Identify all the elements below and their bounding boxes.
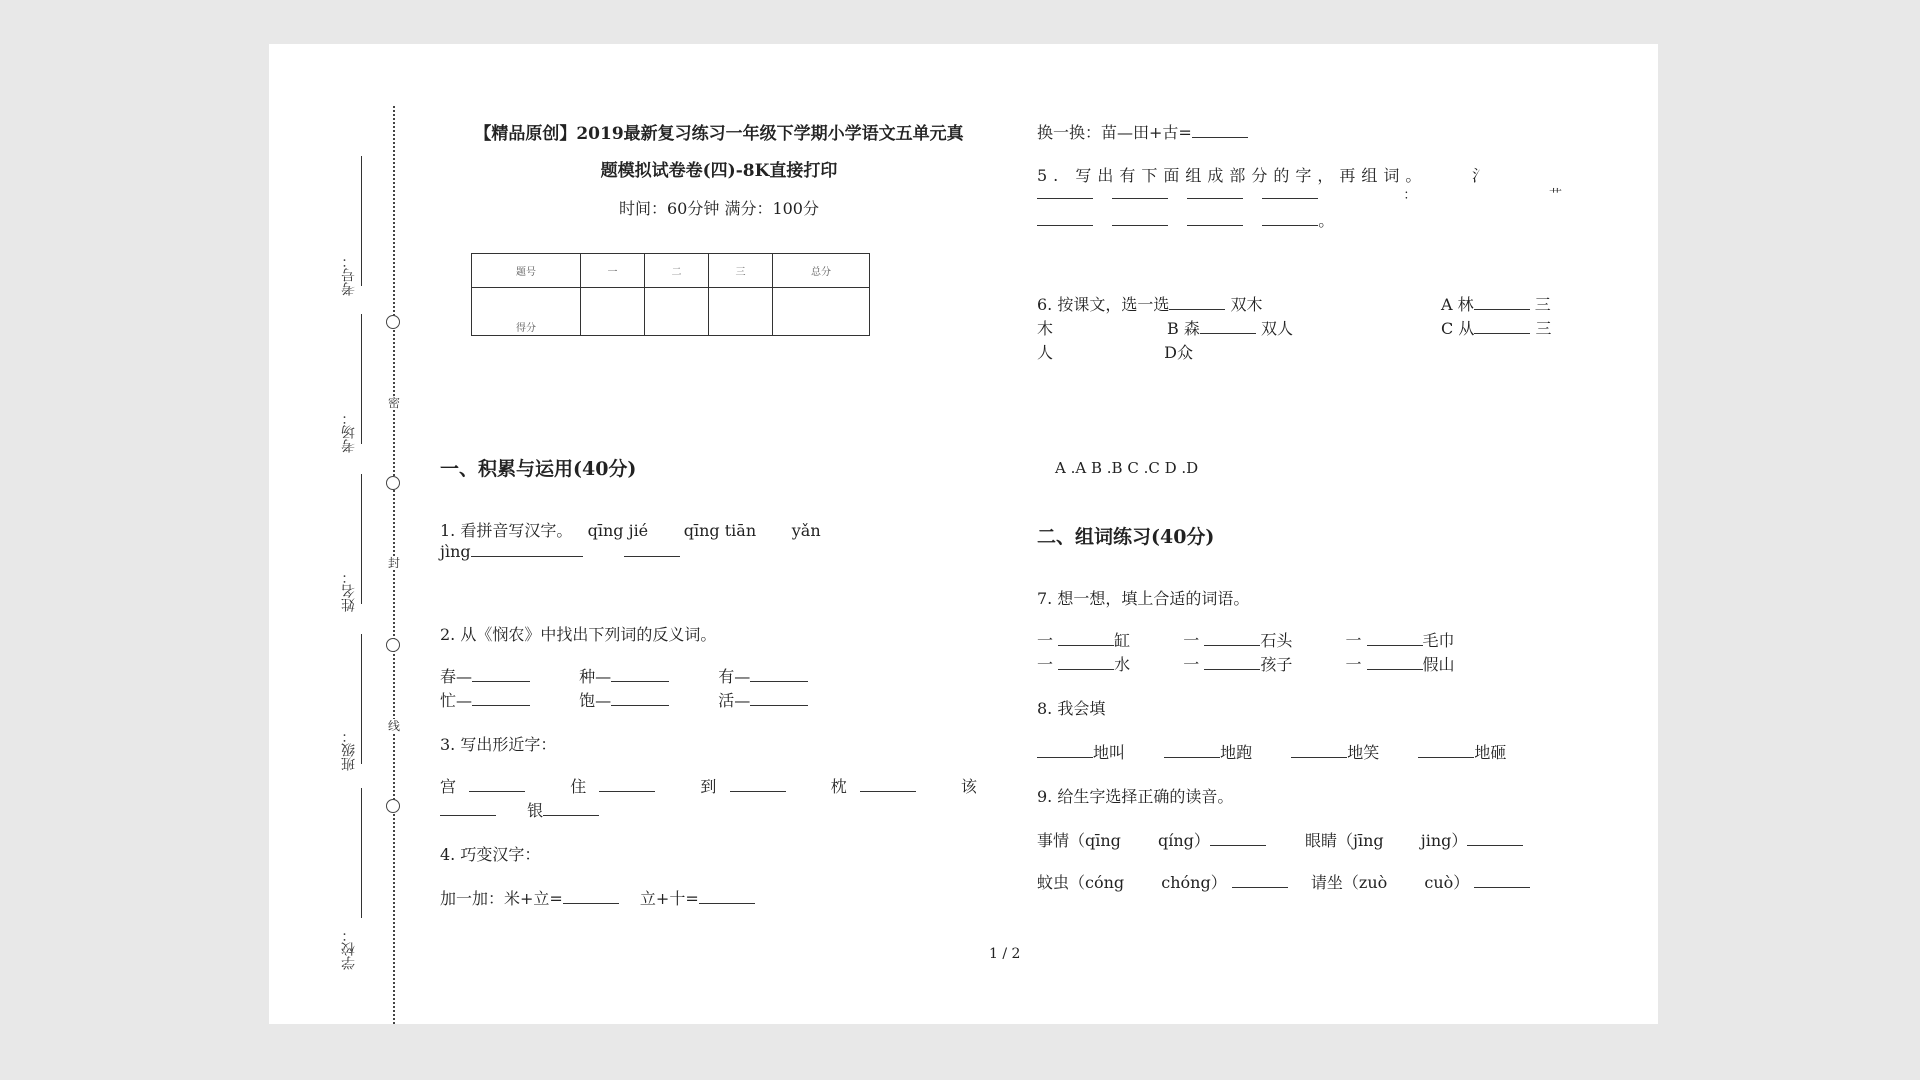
question-2-row (440, 688, 808, 711)
answer-blank[interactable] (469, 777, 525, 792)
word: 石头 (1260, 631, 1293, 650)
measure-prefix: 一 (1345, 655, 1362, 674)
field-line (361, 156, 362, 286)
question-6-option (1441, 316, 1551, 339)
score-cell[interactable] (581, 288, 645, 336)
score-cell[interactable] (645, 288, 709, 336)
cut-mark: 密 (387, 396, 400, 410)
field-line (361, 634, 362, 764)
answer-blank[interactable] (472, 691, 530, 706)
question-7: 7. 想一想，填上合适的词语。 (1037, 589, 1250, 608)
cut-mark: 线 (387, 719, 400, 733)
answer-blank[interactable] (611, 691, 669, 706)
answer-blank[interactable] (1037, 211, 1093, 226)
antonym-item: 忙— (440, 691, 473, 710)
similar-char: 该 (960, 777, 977, 796)
question-6-option (1167, 316, 1293, 339)
antonym-item: 饱— (579, 691, 612, 710)
question-1-continued (440, 542, 680, 561)
question-8-row (1037, 740, 1506, 763)
binding-hole (386, 799, 400, 813)
field-line (361, 314, 362, 444)
answer-blank[interactable] (1164, 743, 1220, 758)
answer-blank[interactable] (1169, 295, 1225, 310)
period: 。 (1318, 211, 1335, 230)
question-6-choices[interactable]: A .A B .B C .C D .D (1055, 459, 1199, 477)
answer-blank[interactable] (1204, 631, 1260, 646)
answer-blank[interactable] (1262, 211, 1318, 226)
question-5: 5. 写出有下面组成部分的字，再组词。 (1037, 166, 1428, 185)
answer-blank[interactable] (599, 777, 655, 792)
antonym-item: 活— (718, 691, 751, 710)
word: 毛巾 (1422, 631, 1455, 650)
answer-blank[interactable] (1210, 831, 1266, 846)
label-class: 班级： (341, 729, 357, 771)
answer-blank[interactable] (563, 889, 619, 904)
answer-blank[interactable] (543, 801, 599, 816)
answer-blank[interactable] (1418, 743, 1474, 758)
score-cell[interactable] (773, 288, 870, 336)
label-name: 姓名： (341, 570, 357, 612)
answer-blank[interactable] (750, 667, 808, 682)
pinyin-choice: chóng） (1161, 873, 1227, 892)
answer-blank[interactable] (471, 542, 583, 557)
answer-blank[interactable] (1058, 631, 1114, 646)
question-3-row (440, 798, 599, 821)
similar-char: 到 (700, 777, 717, 796)
answer-blank[interactable] (1474, 295, 1530, 310)
question-3: 3. 写出形近字： (440, 735, 557, 754)
answer-blank[interactable] (611, 667, 669, 682)
word: 双人 (1260, 319, 1293, 338)
char-puzzle: 加一加：米+立= (440, 889, 563, 908)
answer-blank[interactable] (860, 777, 916, 792)
binding-hole (386, 315, 400, 329)
binding-hole (386, 476, 400, 490)
question-2-row (440, 664, 808, 687)
pinyin-choice: cuò） (1424, 873, 1470, 892)
word: 缸 (1114, 631, 1131, 650)
answer-blank[interactable] (1474, 319, 1530, 334)
question-6-option (1441, 292, 1551, 315)
answer-blank[interactable] (1262, 184, 1318, 199)
pinyin-choice: 请坐（zuò (1310, 873, 1388, 892)
score-row-label: 得分 (472, 288, 581, 336)
answer-blank[interactable] (1204, 655, 1260, 670)
score-header: 总分 (773, 254, 870, 288)
cut-mark: 封 (387, 556, 400, 570)
answer-blank[interactable] (472, 667, 530, 682)
word: 假山 (1422, 655, 1455, 674)
answer-blank[interactable] (730, 777, 786, 792)
radical: 氵 (1472, 166, 1489, 185)
score-header: 一 (581, 254, 645, 288)
word: 地笑 (1347, 743, 1380, 762)
radical: 艹 (1549, 188, 1563, 203)
question-5-row (1037, 184, 1416, 203)
answer-blank[interactable] (1200, 319, 1256, 334)
swap-text: 换一换：苗—田+古= (1037, 123, 1192, 142)
measure-prefix: 一 (1183, 655, 1200, 674)
question-1-text: jìng (440, 542, 471, 561)
pinyin-choice: qíng） (1158, 831, 1210, 850)
antonym-item: 有— (718, 667, 751, 686)
measure-prefix: 一 (1183, 631, 1200, 650)
question-6-text: 6. 按课文，选一选 (1037, 295, 1170, 314)
exam-page (269, 44, 1658, 1024)
question-4-row (440, 886, 755, 909)
measure-prefix: 一 (1037, 631, 1054, 650)
answer-blank[interactable] (1367, 631, 1423, 646)
answer-blank[interactable] (1232, 873, 1288, 888)
similar-char: 枕 (830, 777, 847, 796)
option: D众 (1164, 343, 1193, 362)
pinyin-choice: 蚊虫（cóng (1037, 873, 1125, 892)
antonym-item: 春— (440, 667, 473, 686)
answer-blank[interactable] (1037, 743, 1093, 758)
similar-char: 住 (570, 777, 587, 796)
question-7-row (1037, 628, 1455, 651)
question-9-row (1037, 828, 1523, 851)
question-6-line (1037, 316, 1053, 339)
word: 地跑 (1220, 743, 1253, 762)
word: 人 (1037, 343, 1054, 362)
question-6-line (1037, 340, 1193, 363)
question-8: 8. 我会填 (1037, 699, 1106, 718)
page-number: 1 / 2 (989, 946, 1021, 962)
word: 地砸 (1474, 743, 1507, 762)
answer-blank[interactable] (750, 691, 808, 706)
answer-blank[interactable] (1291, 743, 1347, 758)
similar-char: 宫 (440, 777, 457, 796)
answer-blank[interactable] (1058, 655, 1114, 670)
field-line (361, 788, 362, 918)
score-header: 二 (645, 254, 709, 288)
score-cell[interactable] (709, 288, 773, 336)
word: 孩子 (1260, 655, 1293, 674)
exam-title (444, 116, 994, 227)
label-exam-number: 考号： (341, 254, 357, 296)
field-line (361, 474, 362, 604)
label-exam-room: 考场： (341, 411, 357, 453)
separator: ： (1403, 188, 1417, 203)
swap-line (1037, 120, 1248, 143)
title-line-2: 题模拟试卷卷(四)-8K直接打印 (600, 161, 838, 181)
score-header: 题号 (472, 254, 581, 288)
similar-char: 银 (527, 801, 544, 820)
question-3-row (440, 774, 977, 797)
word: 三 (1535, 319, 1552, 338)
section-heading-1: 一、积累与运用(40分) (440, 458, 637, 480)
answer-blank[interactable] (1112, 184, 1168, 199)
question-9-row (1037, 870, 1530, 893)
answer-blank[interactable] (1112, 211, 1168, 226)
question-4: 4. 巧变汉字： (440, 845, 541, 864)
word: 双木 (1230, 295, 1263, 314)
word: 地叫 (1093, 743, 1126, 762)
answer-blank[interactable] (1187, 184, 1243, 199)
answer-blank[interactable] (699, 889, 755, 904)
exam-subtitle: 时间：60分钟 满分：100分 (619, 199, 819, 218)
char-puzzle: 立+十= (639, 889, 699, 908)
score-table (471, 253, 870, 336)
question-5-row (1037, 208, 1334, 231)
answer-blank[interactable] (1037, 184, 1093, 199)
section-heading-2: 二、组词练习(40分) (1037, 526, 1215, 548)
answer-blank[interactable] (1187, 211, 1243, 226)
answer-blank[interactable] (1367, 655, 1423, 670)
word: 三 (1534, 295, 1551, 314)
measure-prefix: 一 (1345, 631, 1362, 650)
score-header: 三 (709, 254, 773, 288)
answer-blank[interactable] (624, 542, 680, 557)
answer-blank[interactable] (1474, 873, 1530, 888)
question-2: 2. 从《悯农》中找出下列词的反义词。 (440, 625, 717, 644)
pinyin-choice: 眼睛（jīng (1305, 831, 1384, 850)
binding-hole (386, 638, 400, 652)
question-9: 9. 给生字选择正确的读音。 (1037, 787, 1234, 806)
measure-prefix: 一 (1037, 655, 1054, 674)
answer-blank[interactable] (1192, 123, 1248, 138)
question-1: 1. 看拼音写汉字。 qīng jié qīng tiān yǎn (440, 521, 821, 540)
word: 木 (1037, 319, 1054, 338)
pinyin-choice: jing） (1420, 831, 1468, 850)
label-school: 学校： (341, 928, 357, 970)
option: A 林 (1441, 295, 1474, 314)
question-7-row (1037, 652, 1455, 675)
question-6-line (1037, 292, 1262, 315)
option: C 从 (1441, 319, 1475, 338)
word: 水 (1114, 655, 1131, 674)
answer-blank[interactable] (1467, 831, 1523, 846)
pinyin-choice: 事情（qīng (1037, 831, 1121, 850)
title-line-1: 【精品原创】2019最新复习练习一年级下学期小学语文五单元真 (474, 124, 964, 144)
antonym-item: 种— (579, 667, 612, 686)
option: B 森 (1167, 319, 1200, 338)
answer-blank[interactable] (440, 801, 496, 816)
